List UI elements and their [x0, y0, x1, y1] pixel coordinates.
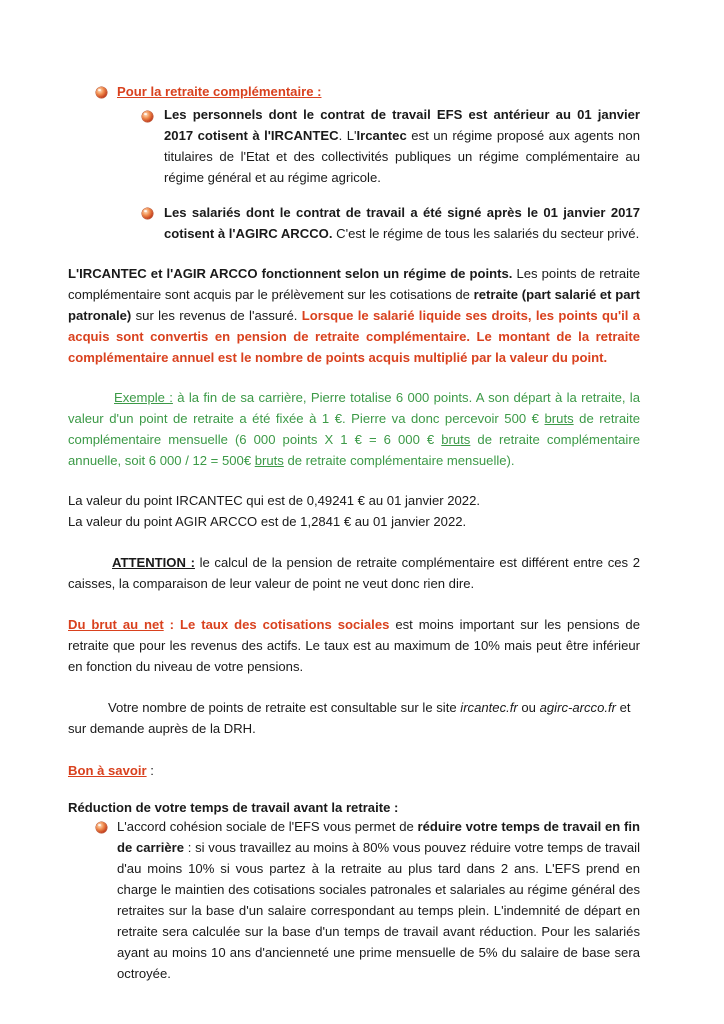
- bon-a-savoir-label: Bon à savoir: [68, 763, 147, 778]
- attention-label: ATTENTION :: [112, 555, 195, 570]
- consult-text3: et sur demande auprès de la DRH.: [68, 700, 631, 736]
- points-paragraph: [68, 263, 640, 368]
- bon-a-savoir-heading: [68, 760, 154, 781]
- points-bold2: retraite (part salarié et part patronale): [68, 287, 640, 323]
- agirc-item-bold: Les salariés dont le contrat de travail a été signé après le 01 janvier 2017 cotisent à l'AGIRC ARCCO.: [164, 205, 640, 241]
- attention-text: le calcul de la pension de retraite complémentaire est différent entre ces 2 caisses, la comparaison de leur valeur de point ne veut donc rien dire.: [68, 555, 641, 591]
- example-text1: à la fin de sa carrière, Pierre totalise 6 000 points. A son départ à la retraite, la valeur d'un point de retraite a été fixée à 1 €. Pierre va donc percevoir 500 €: [68, 390, 641, 426]
- ircantec-item-text-b: est un régime proposé aux agents non titulaires de l'Etat et des collectivités publiques un régime complémentaire au régime général et au régime agricole.: [164, 128, 640, 185]
- brut-net-red-bold: Le taux des cotisations sociales: [179, 617, 390, 632]
- consult-paragraph: [68, 697, 640, 739]
- example-text3: de retraite complémentaire annuelle, soit 6 000 / 12 = 500€: [68, 432, 640, 468]
- reduction-bold: réduire votre temps de travail en fin de carrière: [117, 819, 641, 855]
- example-bruts1: bruts: [544, 411, 574, 426]
- points-red-bold: Lorsque le salarié liquide ses droits, les points qu'il a acquis sont convertis en pension de retraite complémentaire. Le montant de la retraite complémentaire annuel est le nombre de points acquis multiplié par la valeur du point.: [68, 308, 641, 365]
- points-text1: Les points de retraite complémentaire sont acquis par le prélèvement sur les cotisations de: [68, 266, 640, 302]
- bullet-icon: [96, 87, 107, 98]
- attention-paragraph: [68, 552, 640, 594]
- ircantec-value-line: La valeur du point IRCANTEC qui est de 0,49241 € au 01 janvier 2022.: [68, 493, 480, 508]
- agirc-item: [164, 202, 640, 244]
- ircantec-item: [164, 104, 640, 188]
- ircantec-item-text-a: . L': [338, 128, 357, 143]
- reduction-paragraph: [117, 816, 640, 984]
- bullet-icon: [142, 208, 153, 219]
- bullet-icon: [142, 111, 153, 122]
- bullet-icon: [96, 822, 107, 833]
- brut-net-sep: :: [163, 617, 180, 632]
- agirc-site-link[interactable]: agirc-arcco.fr: [539, 700, 617, 715]
- example-bruts2: bruts: [441, 432, 471, 447]
- complementaire-heading: Pour la retraite complémentaire :: [117, 84, 322, 99]
- ircantec-site-link[interactable]: ircantec.fr: [460, 700, 518, 715]
- ircantec-item-bold2: Ircantec: [356, 128, 407, 143]
- example-paragraph: [68, 387, 640, 471]
- brut-net-label: Du brut au net: [68, 617, 164, 632]
- example-bruts3: bruts: [254, 453, 284, 468]
- example-label: Exemple :: [114, 390, 173, 405]
- example-text2: de retraite complémentaire mensuelle (6 000 points X 1 € = 6 000 €: [68, 411, 641, 447]
- brut-net-text: est moins important sur les pensions de retraite que pour les revenus des actifs. Le taux est au maximum de 10% mais peut être inférieur en fonction du niveau de votre pensions.: [68, 617, 640, 674]
- consult-text2: ou: [517, 700, 540, 715]
- agirc-item-text: C'est le régime de tous les salariés du secteur privé.: [332, 226, 640, 241]
- reduction-text2: : si vous travaillez au moins à 80% vous pouvez réduire votre temps de travail d'au moins 10% si vous partez à la retraite au plus tard dans 2 ans. L'EFS prend en charge le maintien des cotisations sociales patronales et salariales au régime général des retraites sur la base d'un salaire correspondant au temps plein. L'indemnité de départ en retraite sera calculée sur la base d'un temps de travail avant réduction. Pour les salariés ayant au moins 10 ans d'ancienneté une prime mensuelle de 5% du salaire de base sera octroyée.: [117, 840, 640, 981]
- example-text4: de retraite complémentaire mensuelle).: [283, 453, 515, 468]
- consult-text1: Votre nombre de points de retraite est consultable sur le site: [108, 700, 461, 715]
- brut-net-paragraph: [68, 614, 640, 677]
- bon-a-savoir-sep: :: [146, 763, 154, 778]
- agirc-value-line: La valeur du point AGIR ARCCO est de 1,2841 € au 01 janvier 2022.: [68, 514, 467, 529]
- ircantec-item-bold: Les personnels dont le contrat de travail EFS est antérieur au 01 janvier 2017 cotisent à l'IRCANTEC: [164, 107, 640, 143]
- points-bold1: L'IRCANTEC et l'AGIR ARCCO fonctionnent selon un régime de points.: [68, 266, 513, 281]
- reduction-text1: L'accord cohésion sociale de l'EFS vous permet de: [117, 819, 418, 834]
- points-text2: sur les revenus de l'assuré.: [131, 308, 302, 323]
- reduction-heading: Réduction de votre temps de travail avant la retraite :: [68, 800, 399, 815]
